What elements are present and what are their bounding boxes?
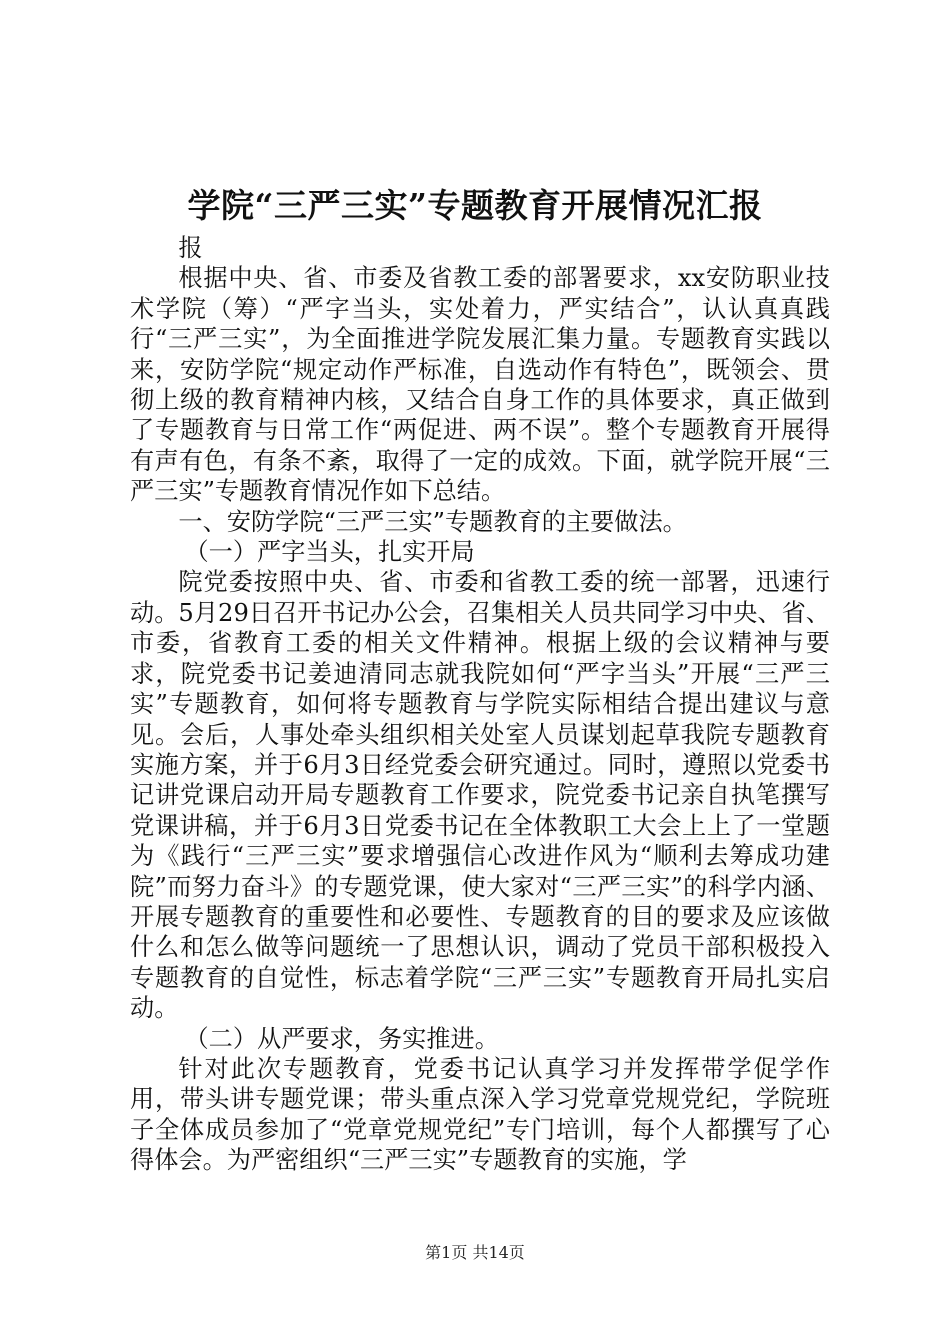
section-heading-1: 一、安防学院“三严三实”专题教育的主要做法。 (178, 507, 687, 536)
subsection-heading-1: （一）严字当头，扎实开局 (184, 538, 475, 567)
document-title: 学院“三严三实”专题教育开展情况汇报 (187, 186, 763, 225)
page-number-footer: 第1页 共14页 (425, 1243, 525, 1262)
paragraph-fragment: 报 (178, 234, 203, 262)
paragraph-section-1-2: 针对此次专题教育，党委书记认真学习并发挥带学促学作用，带头讲专题党课；带头重点深入学习党章党规党纪，学院班子全体成员参加了“党章党规党纪”专门培训，每个人都撰写了心得体会。为严密组织“三严三实”专题教育的实施，学 (130, 1054, 830, 1175)
paragraph-intro: 根据中央、省、市委及省教工委的部署要求，xx安防职业技术学院（筹）“严字当头，实处着力，严实结合”，认认真真践行“三严三实”，为全面推进学院发展汇集力量。专题教育实践以来，安防学院“规定动作严标准，自选动作有特色”，既领会、贯彻上级的教育精神内核，又结合自身工作的具体要求，真正做到了专题教育与日常工作“两促进、两不误”。整个专题教育开展得有声有色，有条不紊，取得了一定的成效。下面，就学院开展“三严三实”专题教育情况作如下总结。 (130, 264, 830, 506)
paragraph-section-1-1: 院党委按照中央、省、市委和省教工委的统一部署，迅速行动。5月29日召开书记办公会，召集相关人员共同学习中央、省、市委，省教育工委的相关文件精神。根据上级的会议精神与要求，院党委书记姜迪清同志就我院如何“严字当头”开展“三严三实”专题教育，如何将专题教育与学院实际相结合提出建议与意见。会后，人事处牵头组织相关处室人员谋划起草我院专题教育实施方案，并于6月3日经党委会研究通过。同时，遵照以党委书记讲党课启动开局专题教育工作要求，院党委书记亲自执笔撰写党课讲稿，并于6月3日党委书记在全体教职工大会上上了一堂题为《践行“三严三实”要求增强信心改进作风为“顺利去筹成功建院”而努力奋斗》的专题党课，使大家对“三严三实”的科学内涵、开展专题教育的重要性和必要性、专题教育的目的要求及应该做什么和怎么做等问题统一了思想认识，调动了党员干部积极投入专题教育的自觉性，标志着学院“三严三实”专题教育开局扎实启动。 (130, 568, 830, 1023)
document-body (130, 233, 830, 1176)
subsection-heading-2: （二）从严要求，务实推进。 (184, 1024, 499, 1053)
